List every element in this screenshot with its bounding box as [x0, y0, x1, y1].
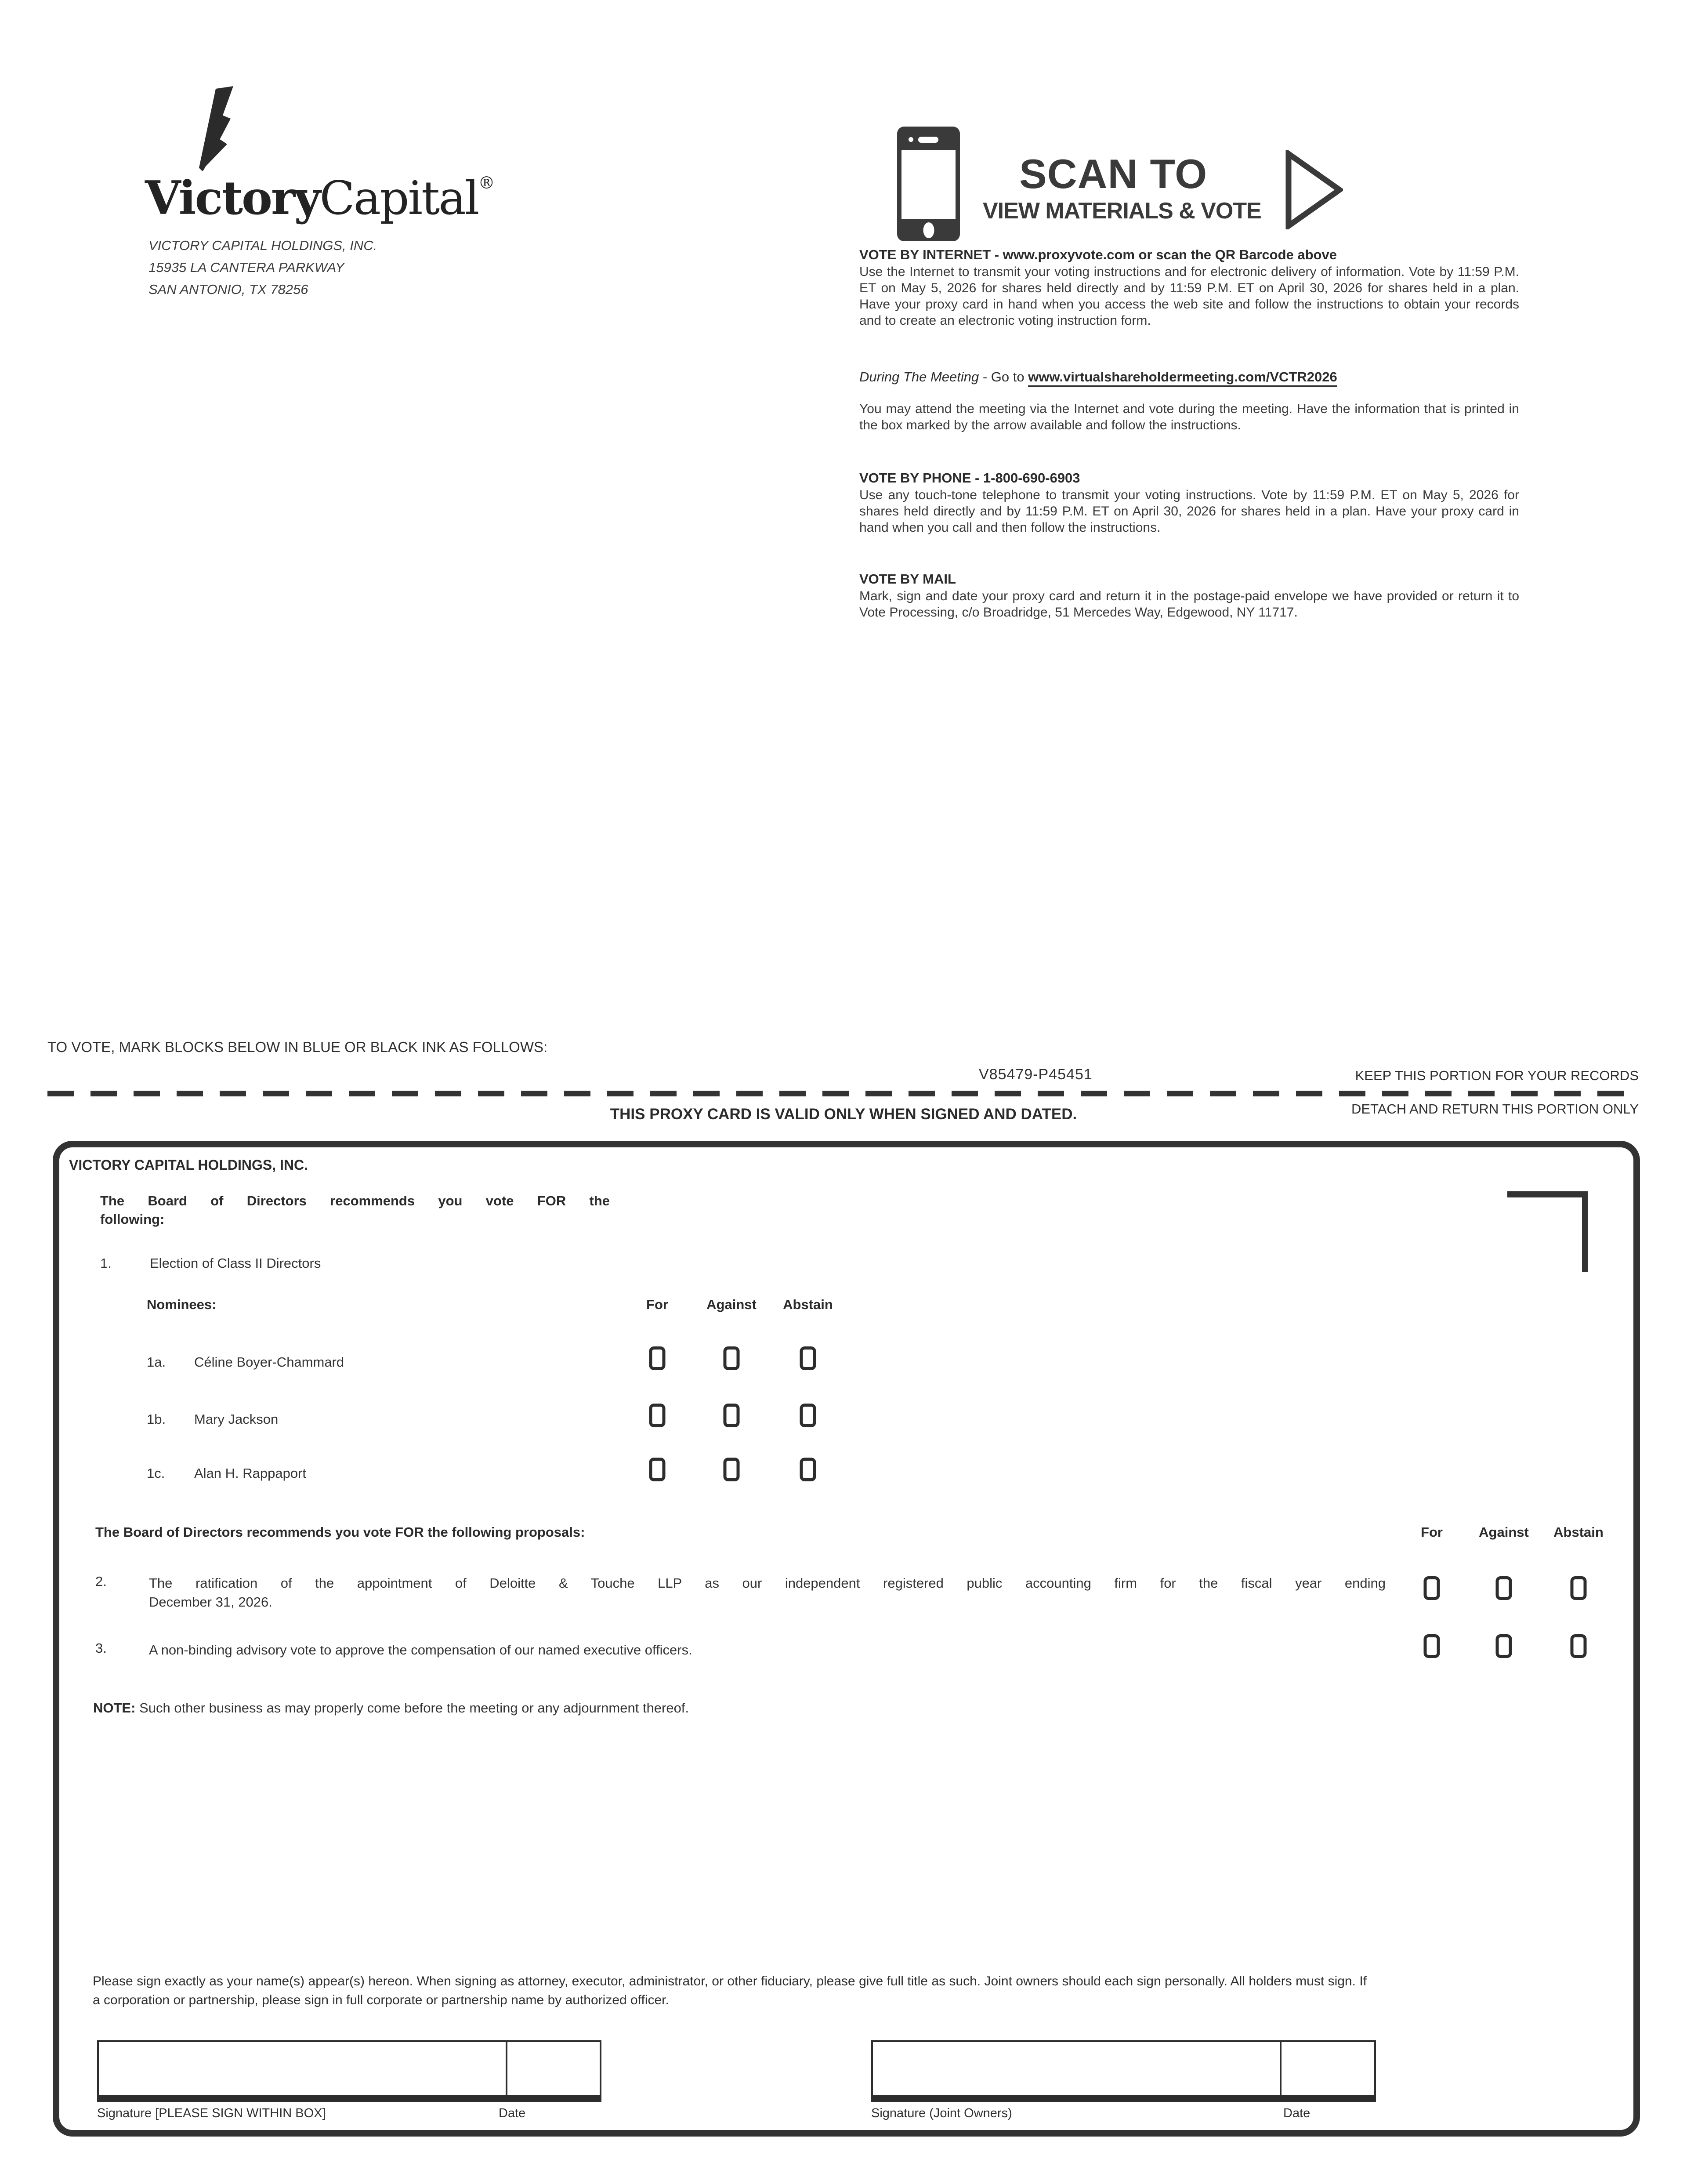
checkbox-2-against[interactable]: [1496, 1576, 1512, 1600]
proposal-2-text: The ratification of the appointment of Deloitte & Touche LLP as our independent registered public accounting firm for the fiscal year ending: [149, 1575, 1386, 1591]
column-header-for: For: [1421, 1524, 1443, 1540]
vote-by-phone-body: Use any touch-tone telephone to transmit your voting instructions. Vote by 11:59 P.M. ET on May 5, 2026 for shares held directly and by 11:59 P.M. ET on April 30, 2026 for shares held in a plan. Have your proxy card in hand when you call and then follow the instructions.: [859, 488, 1519, 535]
nominee-row-1c: [59, 1458, 1633, 1493]
column-header-against: Against: [706, 1297, 757, 1312]
column-header-for: For: [646, 1297, 668, 1312]
signature-instructions: Please sign exactly as your name(s) appear(s) hereon. When signing as attorney, executor, administrator, or other fiduciary, please give full title as such. Joint owners should each sign personally. All holders must sign. If a corporation or partnership, please sign in full corporate or partnership name by authorized officer.: [93, 1974, 1367, 2007]
corner-bracket-horizontal: [1507, 1191, 1588, 1197]
during-meeting-separator: - Go to: [979, 369, 1028, 385]
nominee-row-1a: [59, 1346, 1633, 1382]
right-arrow-outline-icon: [1285, 150, 1343, 229]
corner-bracket-vertical: [1582, 1191, 1588, 1272]
detach-dashed-line: [47, 1091, 1640, 1096]
scan-to-subtitle: VIEW MATERIALS & VOTE: [983, 198, 1261, 224]
signature-1-label: Signature [PLEASE SIGN WITHIN BOX]: [97, 2106, 326, 2120]
logo-brand-light: Capital: [319, 171, 478, 225]
board-recommendation-1: The Board of Directors recommends you vote FOR the: [100, 1193, 610, 1208]
nominees-label: Nominees:: [147, 1297, 217, 1312]
scan-to-title: SCAN TO: [1019, 151, 1208, 197]
checkbox-3-for[interactable]: [1424, 1634, 1440, 1658]
date-1-label: Date: [499, 2106, 526, 2120]
registered-trademark: ®: [478, 173, 495, 192]
signature-box-2: [871, 2040, 1376, 2102]
checkbox-1a-against[interactable]: [724, 1346, 740, 1370]
checkbox-1c-against[interactable]: [724, 1458, 740, 1481]
checkbox-1c-abstain[interactable]: [800, 1458, 816, 1481]
checkbox-1b-against[interactable]: [724, 1404, 740, 1427]
company-address: [148, 235, 377, 301]
date-1-input-area[interactable]: [507, 2042, 600, 2095]
virtual-meeting-url[interactable]: www.virtualshareholdermeeting.com/VCTR2026: [1028, 369, 1337, 387]
proposal-3-number: 3.: [95, 1640, 107, 1656]
mark-blocks-instruction: TO VOTE, MARK BLOCKS BELOW IN BLUE OR BLACK INK AS FOLLOWS:: [47, 1039, 548, 1055]
item-1-number: 1.: [100, 1255, 112, 1271]
checkbox-3-against[interactable]: [1496, 1634, 1512, 1658]
board-recommendation-1-cont: following:: [100, 1212, 165, 1227]
nominee-name: Alan H. Rappaport: [194, 1466, 307, 1481]
note-text: Such other business as may properly come before the meeting or any adjournment thereof.: [139, 1700, 689, 1716]
board-recommendation-2: The Board of Directors recommends you vote FOR the following proposals:: [95, 1524, 585, 1540]
item-1-text: Election of Class II Directors: [150, 1255, 321, 1271]
during-meeting-body: You may attend the meeting via the Internet and vote during the meeting. Have the information that is printed in the box marked by the arrow available and follow the instructions.: [859, 402, 1519, 432]
nominee-name: Mary Jackson: [194, 1411, 279, 1427]
signature-2-label: Signature (Joint Owners): [871, 2106, 1012, 2120]
vote-by-phone-heading: VOTE BY PHONE - 1-800-690-6903: [859, 470, 1080, 486]
during-meeting-line: [859, 369, 1519, 385]
nominee-number: 1c.: [147, 1466, 165, 1481]
during-meeting-lead: During The Meeting: [859, 369, 979, 385]
date-2-label: Date: [1283, 2106, 1311, 2120]
proxy-ballot-card: [53, 1141, 1640, 2137]
checkbox-2-abstain[interactable]: [1571, 1576, 1587, 1600]
validity-notice: THIS PROXY CARD IS VALID ONLY WHEN SIGNED AND DATED.: [610, 1106, 1077, 1123]
logo-brand-bold: Victory: [145, 171, 320, 225]
signature-2-input-area[interactable]: [873, 2042, 1280, 2095]
checkbox-1a-abstain[interactable]: [800, 1346, 816, 1370]
victory-flag-icon: [195, 86, 233, 171]
note-line: [93, 1700, 689, 1716]
card-company-name: VICTORY CAPITAL HOLDINGS, INC.: [69, 1157, 308, 1173]
signature-box-1: [97, 2040, 601, 2102]
column-header-abstain: Abstain: [783, 1297, 833, 1312]
address-line: 15935 LA CANTERA PARKWAY: [148, 260, 344, 275]
checkbox-1a-for[interactable]: [649, 1346, 666, 1370]
nominee-number: 1b.: [147, 1411, 166, 1427]
smartphone-icon: [897, 127, 960, 241]
nominee-name: Céline Boyer-Chammard: [194, 1354, 344, 1370]
phone-screen: [901, 150, 956, 219]
keep-portion-label: KEEP THIS PORTION FOR YOUR RECORDS: [1355, 1068, 1639, 1083]
proposal-2-text-cont: December 31, 2026.: [149, 1594, 272, 1610]
phone-speaker-bar: [918, 137, 938, 143]
address-line: SAN ANTONIO, TX 78256: [148, 282, 308, 297]
date-2-input-area[interactable]: [1282, 2042, 1374, 2095]
address-line: VICTORY CAPITAL HOLDINGS, INC.: [148, 238, 377, 253]
detach-portion-label: DETACH AND RETURN THIS PORTION ONLY: [1351, 1101, 1639, 1117]
checkbox-1b-for[interactable]: [649, 1404, 666, 1427]
proposal-3-text: A non-binding advisory vote to approve the compensation of our named executive officers.: [149, 1642, 692, 1658]
checkbox-1b-abstain[interactable]: [800, 1404, 816, 1427]
checkbox-2-for[interactable]: [1424, 1576, 1440, 1600]
column-header-abstain: Abstain: [1553, 1524, 1604, 1540]
checkbox-1c-for[interactable]: [649, 1458, 666, 1481]
column-header-against: Against: [1479, 1524, 1529, 1540]
signature-1-input-area[interactable]: [99, 2042, 506, 2095]
checkbox-3-abstain[interactable]: [1571, 1634, 1587, 1658]
vote-by-internet-body: Use the Internet to transmit your voting instructions and for electronic delivery of information. Vote by 11:59 P.M. ET on May 5, 2026 for shares held directly and by 11:59 P.M. ET on April 30, 2026 for shares held in a plan. Have your proxy card in hand when you access the web site and follow the instructions to obtain your records and to create an electronic voting instruction form.: [859, 265, 1519, 328]
proposal-2-number: 2.: [95, 1574, 107, 1589]
nominee-row-1b: [59, 1404, 1633, 1439]
control-number: V85479-P45451: [979, 1066, 1093, 1083]
note-label: NOTE:: [93, 1700, 136, 1716]
vote-by-mail-heading: VOTE BY MAIL: [859, 571, 956, 587]
phone-speaker-dot: [909, 137, 913, 142]
nominee-number: 1a.: [147, 1354, 166, 1370]
vote-by-mail-body: Mark, sign and date your proxy card and return it in the postage-paid envelope we have provided or return it to Vote Processing, c/o Broadridge, 51 Mercedes Way, Edgewood, NY 11717.: [859, 589, 1519, 620]
vote-by-internet-heading: VOTE BY INTERNET - www.proxyvote.com or scan the QR Barcode above: [859, 247, 1337, 262]
phone-home-button: [923, 222, 934, 238]
victory-capital-logo: [145, 171, 495, 225]
